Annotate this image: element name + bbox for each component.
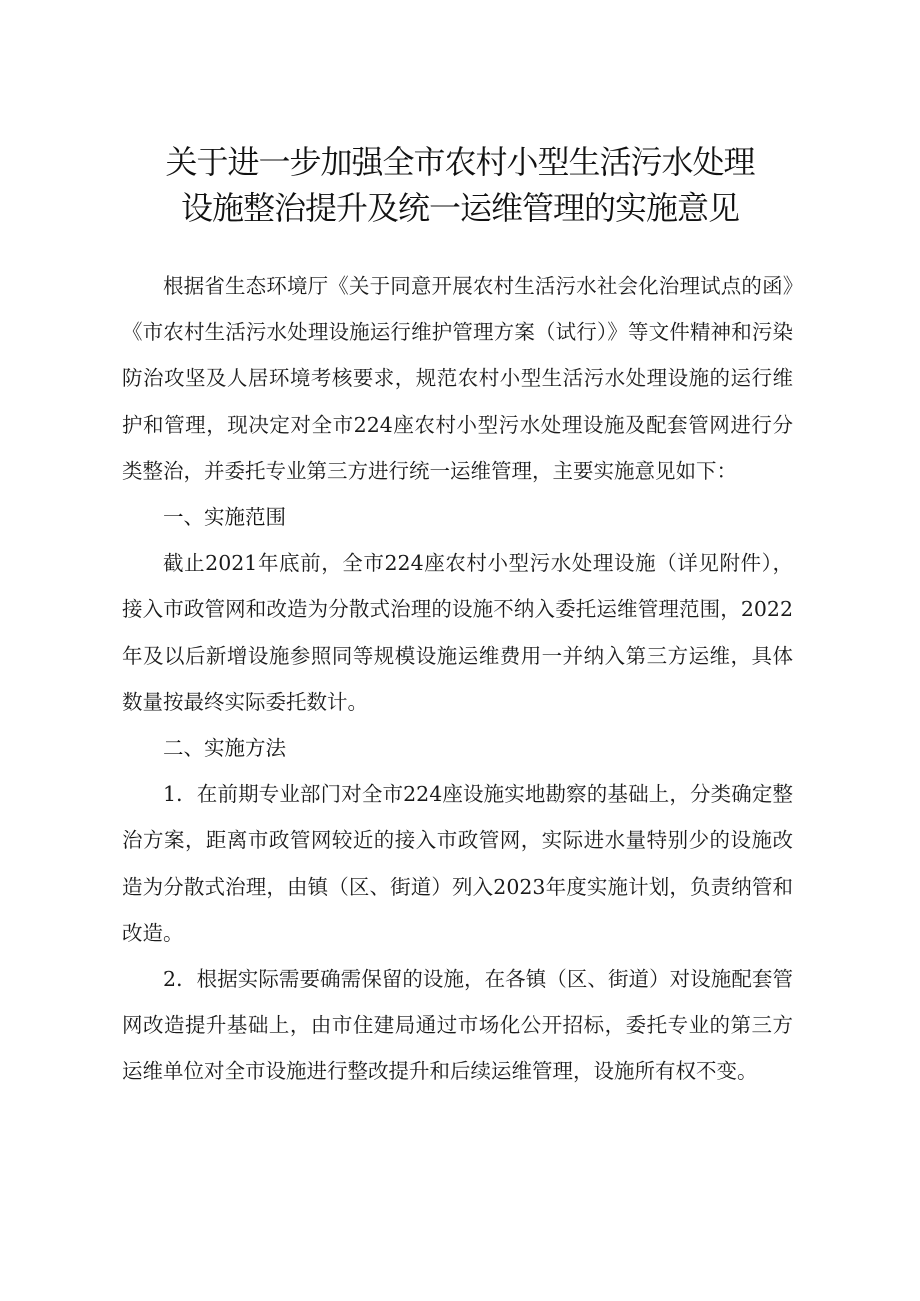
section-1-heading: 一、实施范围 — [163, 505, 286, 530]
section-2-heading: 二、实施方法 — [163, 736, 286, 761]
document-body — [122, 263, 793, 1095]
section-1-paragraph: 截止2021年底前，全市224座农村小型污水处理设施（详见附件），接入市政管网和改造为分散式治理的设施不纳入委托运维管理范围，2022年及以后新增设施参照同等规模设施运维费用一并纳入第三方运维，具体数量按最终实际委托数计。 — [122, 551, 793, 714]
section-2-item-2: 2．根据实际需要确需保留的设施，在各镇（区、街道）对设施配套管网改造提升基础上，由市住建局通过市场化公开招标，委托专业的第三方运维单位对全市设施进行整改提升和后续运维管理，设施所有权不变。 — [122, 967, 793, 1084]
section-2-item-1: 1．在前期专业部门对全市224座设施实地勘察的基础上，分类确定整治方案，距离市政管网较近的接入市政管网，实际进水量特别少的设施改造为分散式治理，由镇（区、街道）列入2023年度实施计划，负责纳管和改造。 — [122, 782, 793, 945]
document-title-line-1: 关于进一步加强全市农村小型生活污水处理 — [165, 143, 755, 181]
intro-paragraph: 根据省生态环境厅《关于同意开展农村生活污水社会化治理试点的函》《市农村生活污水处理设施运行维护管理方案（试行）》等文件精神和污染防治攻坚及人居环境考核要求，规范农村小型生活污水处理设施的运行维护和管理，现决定对全市224座农村小型污水处理设施及配套管网进行分类整治，并委托专业第三方进行统一运维管理，主要实施意见如下： — [122, 274, 793, 483]
document-title-line-2: 设施整治提升及统一运维管理的实施意见 — [180, 189, 739, 227]
